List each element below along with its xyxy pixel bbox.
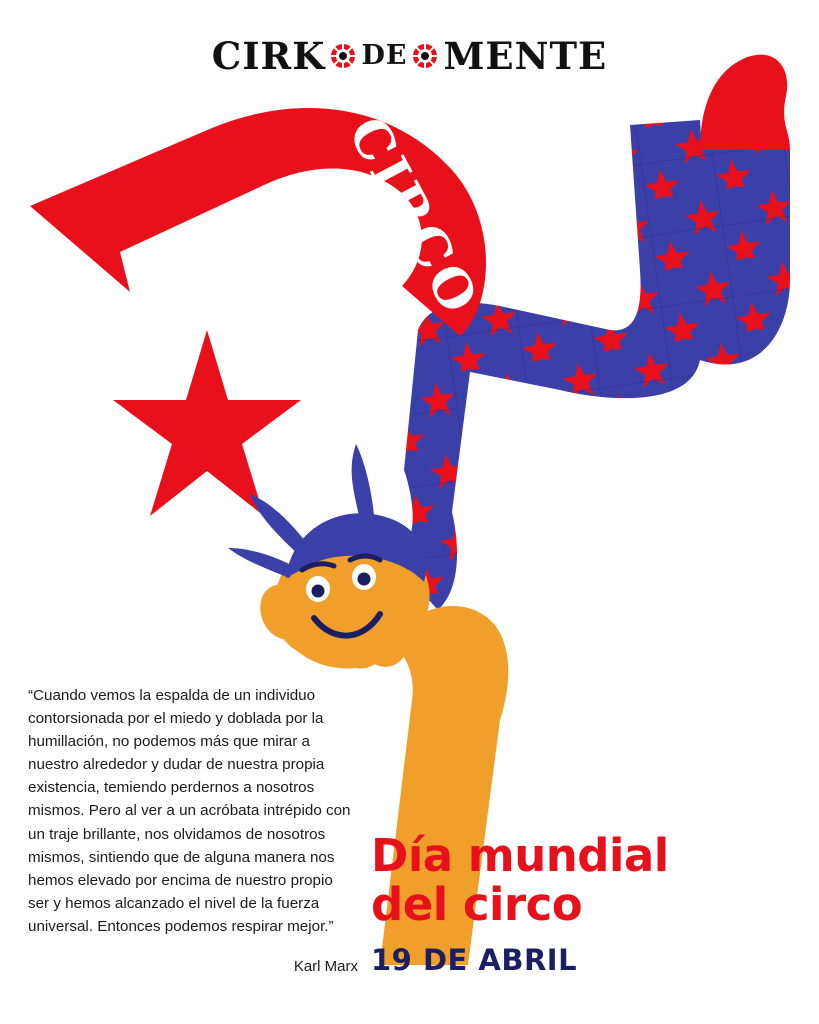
- brand-cirk: CIRK: [211, 33, 326, 78]
- quote-author: Karl Marx: [293, 958, 358, 975]
- banner-label: CIRCO: [335, 107, 491, 327]
- brand-mente: MENTE: [443, 33, 608, 78]
- title-block: [371, 829, 791, 978]
- quote-text: “Cuando vemos la espalda de un individuo contorsionada por el miedo y doblada por la humillación, no podemos más que mirar a nuestro alrededor y dudar de nuestra propia existencia, temiendo perdernos a nosotros mismos. Pero al ver a un acróbata intrépido con un traje brillante, nos olvidamos de nosotros mismos, sintiendo que de alguna manera nos hemos elevado por encima de nuestro propio ser y hemos alcanzado el nivel de la fuerza universal. Entonces podemos respirar mejor.”: [28, 687, 351, 935]
- title-line-2: del circo: [371, 877, 583, 931]
- sunburst-icon-2: [408, 39, 442, 73]
- sunburst-icon: [326, 39, 360, 73]
- title-line-1: Día mundial: [371, 829, 669, 882]
- event-date: 19 DE ABRIL: [371, 943, 578, 978]
- decorative-star: [113, 330, 301, 516]
- brand-logo: [0, 30, 819, 78]
- brand-de: DE: [361, 40, 408, 71]
